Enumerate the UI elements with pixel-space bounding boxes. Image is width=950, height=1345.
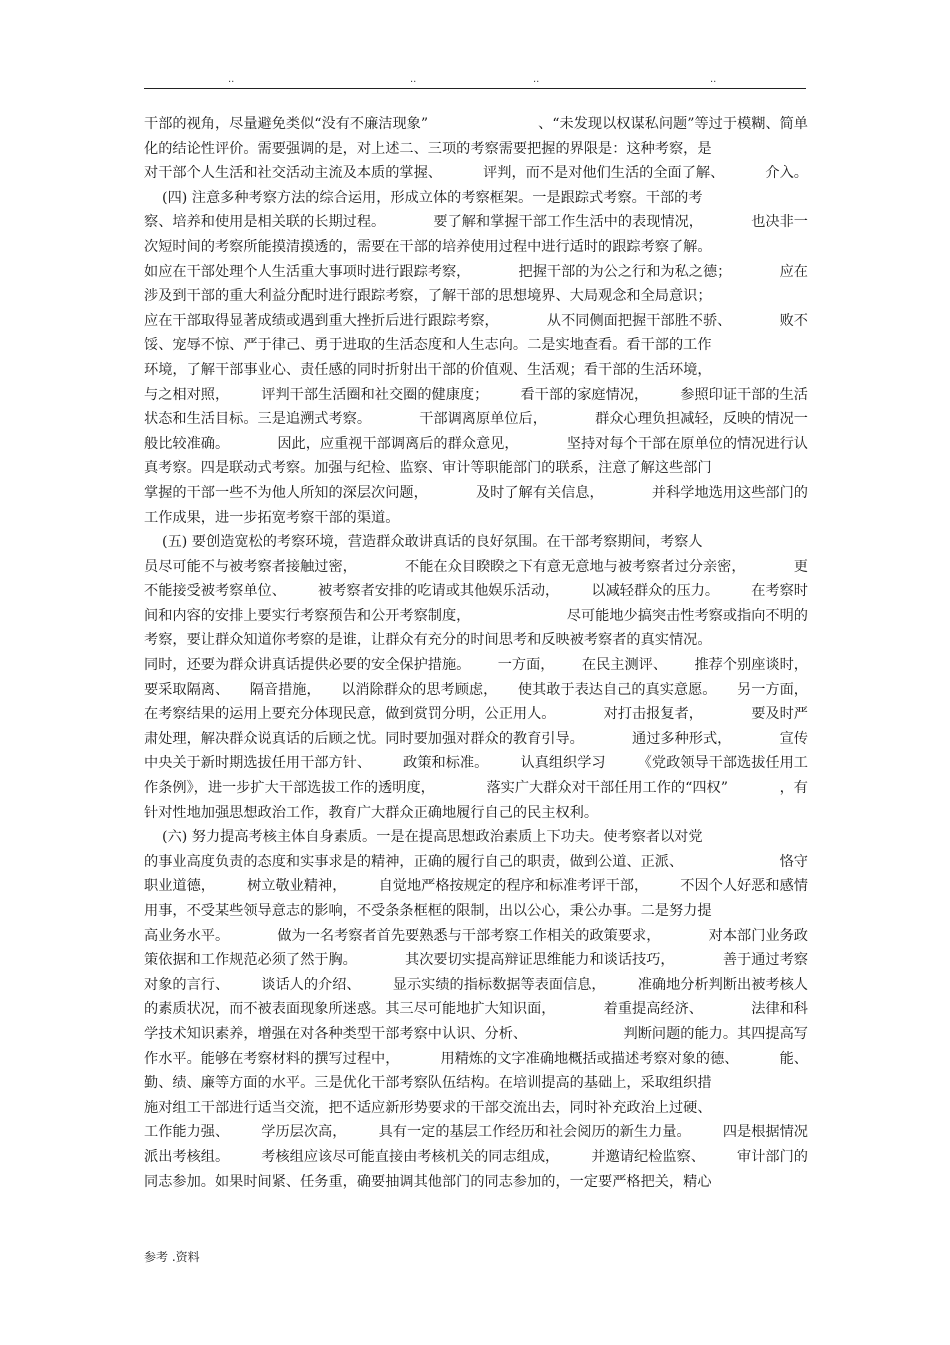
text-segment: ，有 <box>779 780 808 797</box>
text-segment: 审计部门的 <box>737 1148 808 1165</box>
text-segment: 涉及到干部的重大利益分配时进行跟踪考察，了解干部的思想境界、大局观念和全局意识； <box>144 288 712 305</box>
text-line <box>144 432 808 457</box>
text-segment: 法律和科 <box>751 1001 808 1018</box>
text-segment: 推荐个别座谈时， <box>694 657 808 674</box>
text-segment: 考核组应该尽可能直接由考核机关的同志组成， <box>261 1148 560 1165</box>
text-segment: 更 <box>793 558 808 575</box>
text-segment: 针对性地加强思想政治工作，教育广大群众正确地履行自己的民主权利。 <box>144 804 599 821</box>
text-segment: 工作成果，进一步拓宽考察干部的渠道。 <box>144 509 400 526</box>
text-segment: 对干部个人生活和社交活动主流及本质的掌握、 <box>144 165 442 182</box>
text-line <box>144 1071 808 1096</box>
text-segment: 中央关于新时期选拔任用干部方针、 <box>144 755 372 772</box>
text-segment: 状态和生活目标。三是追溯式考察。 <box>144 411 372 428</box>
text-segment: 环境，了解干部事业心、责任感的同时折射出干部的价值观、生活观；看干部的生活环境， <box>144 361 712 378</box>
text-segment: 败不 <box>779 312 808 329</box>
text-line <box>144 161 808 186</box>
text-segment: 显示实绩的指标数据等表面信息， <box>392 976 606 993</box>
text-segment: 同时，还要为群众讲真话提供必要的安全保护措施。 <box>144 657 471 674</box>
text-segment: 因此，应重视干部调离后的群众意见， <box>277 435 519 452</box>
text-segment: 以消除群众的思考顾虑， <box>341 681 498 698</box>
text-segment: 与之相对照， <box>144 386 230 403</box>
text-line <box>144 604 808 629</box>
text-segment: 另一方面， <box>737 681 808 698</box>
text-segment: 的素质状况，而不被表面现象所迷惑。其三尽可能地扩大知识面， <box>144 1001 556 1018</box>
text-segment: (五) 要创造宽松的考察环境，营造群众敢讲真话的良好氛围。在干部考察期间，考察人 <box>144 534 703 551</box>
text-line <box>144 678 808 703</box>
text-segment: 派出考核组。 <box>144 1148 230 1165</box>
text-segment: 作条例》，进一步扩大干部选拔工作的透明度， <box>144 780 435 797</box>
text-segment: 自觉地严格按规定的程序和标准考评干部， <box>378 878 649 895</box>
text-segment: 善于通过考察 <box>722 952 808 969</box>
text-line <box>144 727 808 752</box>
text-line <box>144 973 808 998</box>
text-line <box>144 653 808 678</box>
text-line <box>144 530 808 555</box>
text-segment: 工作能力强、 <box>144 1124 230 1141</box>
text-segment: 学历层次高， <box>261 1124 347 1141</box>
text-segment: 使其敢于表达自己的真实意愿。 <box>517 681 717 698</box>
text-line <box>144 579 808 604</box>
text-line <box>144 186 808 211</box>
text-line <box>144 924 808 949</box>
text-line <box>144 481 808 506</box>
text-segment: 肃处理，解决群众说真话的后顾之忧。同时要加强对群众的教育引导。 <box>144 730 584 747</box>
text-line <box>144 210 808 235</box>
text-segment: 要采取隔离、 <box>144 681 230 698</box>
text-segment: 般比较准确。 <box>144 435 230 452</box>
text-line <box>144 555 808 580</box>
text-segment: 学技术知识素养，增强在对各种类型干部考察中认识、分析、 <box>144 1025 528 1042</box>
text-segment: 被考察者安排的吃请或其他娱乐活动， <box>318 583 560 600</box>
text-line <box>144 1096 808 1121</box>
text-line <box>144 801 808 826</box>
text-segment: 从不同侧面把握干部胜不骄、 <box>546 312 732 329</box>
text-segment: 介入。 <box>765 165 808 182</box>
text-segment: 做为一名考察者首先要熟悉与干部考察工作相关的政策要求， <box>277 927 661 944</box>
text-line <box>144 751 808 776</box>
text-line <box>144 825 808 850</box>
text-segment: 真考察。四是联动式考察。加强与纪检、监察、审计等职能部门的联系，注意了解这些部门 <box>144 460 712 477</box>
page-header-marks <box>0 74 950 88</box>
text-segment: 具有一定的基层工作经历和社会阅历的新生力量。 <box>378 1124 691 1141</box>
text-segment: 参照印证干部的生活 <box>680 386 808 403</box>
text-line <box>144 1120 808 1145</box>
text-segment: 政策和标准。 <box>403 755 489 772</box>
text-segment: 职业道德， <box>144 878 215 895</box>
text-segment: 不因个人好恶和感情 <box>680 878 808 895</box>
text-segment: 不能在众目睽睽之下有意无意地与被考察者过分亲密， <box>405 558 746 575</box>
text-segment: 、“未发现以权谋私问题”等过于模糊、简单 <box>538 116 808 132</box>
header-rule <box>144 88 806 89</box>
text-segment: 《党政领导干部选拔任用工 <box>637 755 808 772</box>
text-segment: 应在 <box>779 263 808 280</box>
text-segment: 也决非一 <box>751 214 808 231</box>
text-segment: 馁、宠辱不惊、严于律己、勇于进取的生活态度和人生志向。二是实地查看。看干部的工作 <box>144 337 712 354</box>
text-line <box>144 1170 808 1195</box>
text-segment: 四是根据情况 <box>722 1124 808 1141</box>
text-segment: 考察，要让群众知道你考察的是谁，让群众有充分的时间思考和反映被考察者的真实情况。 <box>144 632 712 649</box>
text-line <box>144 284 808 309</box>
text-line <box>144 235 808 260</box>
text-segment: 不能接受被考察单位、 <box>144 583 286 600</box>
text-line <box>144 456 808 481</box>
text-line <box>144 407 808 432</box>
text-line <box>144 1047 808 1072</box>
text-segment: 员尽可能不与被考察者接触过密， <box>144 558 357 575</box>
text-line <box>144 333 808 358</box>
text-segment: 应在干部取得显著成绩或遇到重大挫折后进行跟踪考察， <box>144 312 499 329</box>
text-segment: 在考察时 <box>751 583 808 600</box>
text-line <box>144 702 808 727</box>
text-segment: 对打击报复者， <box>603 706 703 723</box>
text-line <box>144 997 808 1022</box>
text-segment: 评判，而不是对他们生活的全面了解、 <box>483 165 725 182</box>
text-line <box>144 899 808 924</box>
text-segment: 用事，不受某些领导意志的影响，不受条条框框的限制，出以公心，秉公办事。二是努力提 <box>144 903 712 919</box>
header-dot: .. <box>533 74 540 85</box>
text-segment: 恪守 <box>779 853 808 870</box>
text-line <box>144 383 808 408</box>
text-line <box>144 850 808 875</box>
text-segment: 对本部门业务政 <box>708 927 808 944</box>
text-segment: 谈话人的介绍、 <box>261 976 361 993</box>
text-line <box>144 506 808 531</box>
text-segment: 化的结论性评价。需要强调的是，对上述二、三项的考察需要把握的界限是：这种考察，是 <box>144 140 712 157</box>
header-dot: .. <box>710 74 717 85</box>
text-segment: 掌握的干部一些不为他人所知的深层次问题， <box>144 484 428 501</box>
text-line <box>144 628 808 653</box>
text-segment: 的事业高度负责的态度和实事求是的精神，正确的履行自己的职责，做到公道、正派、 <box>144 853 684 870</box>
text-segment: (四) 注意多种考察方法的综合运用，形成立体的考察框架。一是跟踪式考察。干部的考 <box>144 189 703 206</box>
text-segment: 通过多种形式， <box>632 730 732 747</box>
text-segment: 高业务水平。 <box>144 927 230 944</box>
header-dot: .. <box>228 74 235 85</box>
text-segment: 要及时严 <box>751 706 808 723</box>
text-line <box>144 358 808 383</box>
text-segment: 并科学地选用这些部门的 <box>651 484 808 501</box>
text-segment: 把握干部的为公之行和为私之德； <box>518 263 732 280</box>
text-segment: 次短时间的考察所能摸清摸透的，需要在干部的培养使用过程中进行适时的跟踪考察了解。 <box>144 238 712 255</box>
text-segment: 看干部的家庭情况， <box>520 386 649 403</box>
text-segment: 落实广大群众对干部任用工作的“四权” <box>486 780 728 797</box>
text-line <box>144 1022 808 1047</box>
text-segment: 尽可能地少搞突击性考察或指向不明的 <box>566 607 808 624</box>
text-segment: 能、 <box>779 1050 808 1067</box>
text-line <box>144 948 808 973</box>
text-segment: 树立敬业精神， <box>247 878 347 895</box>
text-line <box>144 874 808 899</box>
text-segment: 作水平。能够在考察材料的撰写过程中， <box>144 1050 400 1067</box>
text-segment: 勤、绩、廉等方面的水平。三是优化干部考察队伍结构。在培训提高的基础上，采取组织措 <box>144 1075 712 1092</box>
text-segment: 宣传 <box>779 730 808 747</box>
text-segment: 及时了解有关信息， <box>475 484 604 501</box>
document-body <box>144 112 808 1194</box>
text-segment: 干部的视角，尽量避免类似“没有不廉洁现象” <box>144 116 429 132</box>
text-segment: 察、培养和使用是相关联的长期过程。 <box>144 214 386 231</box>
text-segment: 评判干部生活圈和社交圈的健康度； <box>261 386 489 403</box>
text-segment: 在考察结果的运用上要充分体现民意，做到赏罚分明，公正用人。 <box>144 706 556 723</box>
text-segment: 准确地分析判断出被考核人 <box>637 976 808 993</box>
text-line <box>144 1145 808 1170</box>
text-segment: 以减轻群众的压力。 <box>591 583 720 600</box>
page-footer: 参考 .资料 <box>144 1250 200 1264</box>
text-segment: 认真组织学习 <box>520 755 606 772</box>
text-segment: 干部调离原单位后， <box>419 411 547 428</box>
text-segment: 用精炼的文字准确地概括或描述考察对象的德、 <box>440 1050 739 1067</box>
text-segment: 施对组工干部进行适当交流，把不适应新形势要求的干部交流出去，同时补充政治上过硬、 <box>144 1099 712 1116</box>
text-segment: 一方面， <box>497 657 555 674</box>
text-segment: 策依据和工作规范必须了然于胸。 <box>144 952 357 969</box>
text-line <box>144 260 808 285</box>
text-line <box>144 137 808 162</box>
text-segment: 并邀请纪检监察、 <box>591 1148 705 1165</box>
text-line <box>144 776 808 801</box>
text-segment: 对象的言行、 <box>144 976 230 993</box>
text-segment: 如应在干部处理个人生活重大事项时进行跟踪考察， <box>144 263 471 280</box>
text-segment: 判断问题的能力。其四提高写 <box>623 1025 808 1042</box>
text-segment: 同志参加。如果时间紧、任务重，确要抽调其他部门的同志参加的，一定要严格把关，精心 <box>144 1173 712 1190</box>
header-dot: .. <box>410 74 417 85</box>
text-segment: 其次要切实提高辩证思维能力和谈话技巧， <box>405 952 675 969</box>
text-segment: 隔音措施， <box>249 681 321 698</box>
text-segment: 在民主测评、 <box>581 657 668 674</box>
text-segment: (六) 努力提高考核主体自身素质。一是在提高思想政治素质上下功夫。使考察者以对党 <box>144 829 703 846</box>
text-line <box>144 112 808 137</box>
text-segment: 间和内容的安排上要实行考察预告和公开考察制度， <box>144 607 471 624</box>
text-segment: 坚持对每个干部在原单位的情况进行认 <box>566 435 808 452</box>
text-line <box>144 309 808 334</box>
text-segment: 要了解和掌握干部工作生活中的表现情况， <box>433 214 703 231</box>
text-segment: 群众心理负担减轻，反映的情况一 <box>595 411 808 428</box>
text-segment: 着重提高经济、 <box>603 1001 703 1018</box>
